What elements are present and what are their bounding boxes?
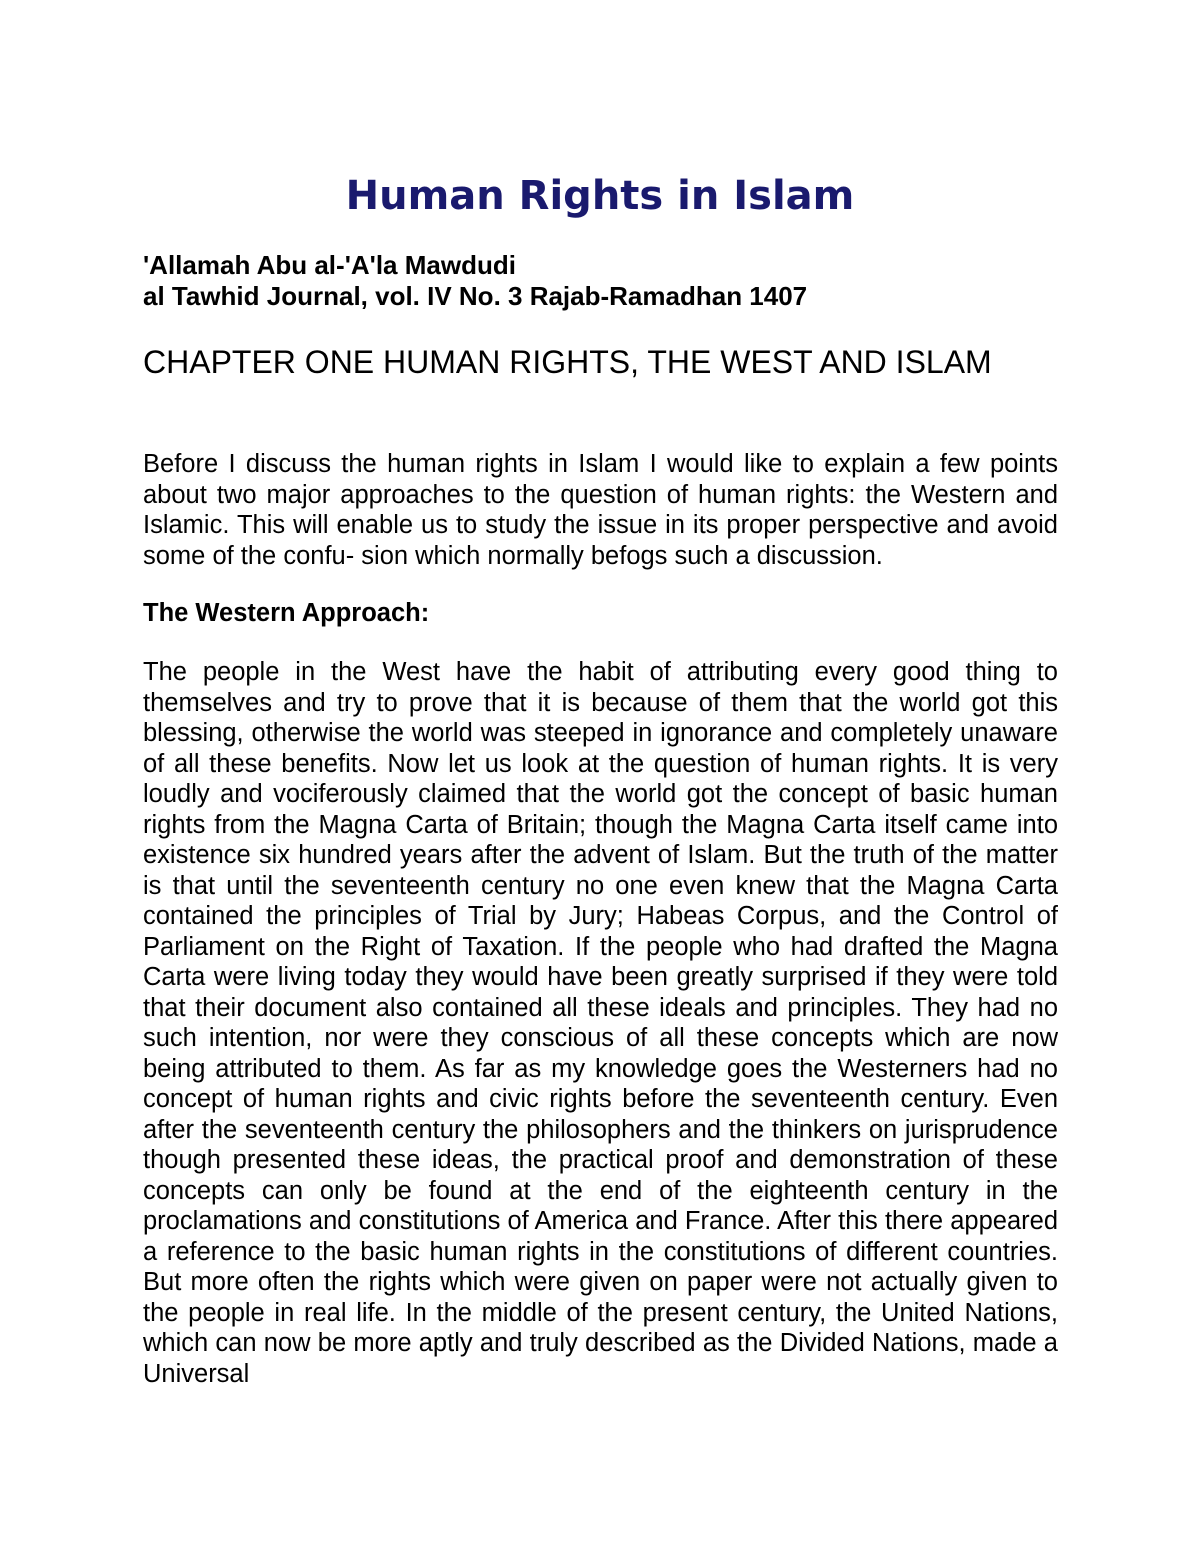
document-meta — [143, 250, 1058, 312]
chapter-heading: CHAPTER ONE HUMAN RIGHTS, THE WEST AND ISLAM — [143, 344, 992, 380]
source-line: al Tawhid Journal, vol. IV No. 3 Rajab-Ramadhan 1407 — [143, 281, 808, 311]
author-line: 'Allamah Abu al-'A'la Mawdudi — [143, 250, 516, 280]
document-title: Human Rights in Islam — [345, 173, 855, 219]
section-paragraph: The people in the West have the habit of attributing every good thing to themselves and try to prove that it is because of them that the world got this blessing, otherwise the world was steeped in ignorance and completely unaware of all these benefits. Now let us look at the question of human rights. It is very loudly and vociferously claimed that the world got the concept of basic human rights from the Magna Carta of Britain; though the Magna Carta itself came into existence six hundred years after the advent of Islam. But the truth of the matter is that until the seventeenth century no one even knew that the Magna Carta contained the principles of Trial by Jury; Habeas Corpus, and the Control of Parliament on the Right of Taxation. If the people who had drafted the Magna Carta were living today they would have been greatly surprised if they were told that their document also contained all these ideals and principles. They had no such intention, nor were they conscious of all these concepts which are now being attributed to them. As far as my knowledge goes the Westerners had no concept of human rights and civic rights before the seventeenth century. Even after the seventeenth century the philosophers and the thinkers on jurisprudence though presented these ideas, the practical proof and demonstration of these concepts can only be found at the end of the eighteenth century in the proclamations and constitutions of America and France. After this there appeared a reference to the basic human rights in the constitutions of different countries. But more often the rights which were given on paper were not actually given to the people in real life. In the middle of the present century, the United Nations, which can now be more aptly and truly described as the Divided Nations, made a Universal — [143, 658, 1058, 1388]
section-heading: The Western Approach: — [143, 599, 430, 627]
intro-paragraph: Before I discuss the human rights in Islam I would like to explain a few points about two major approaches to the question of human rights: the Western and Islamic. This will enable us to study the issue in its proper perspective and avoid some of the confu- sion which normally befogs such a discussion. — [143, 450, 1058, 570]
